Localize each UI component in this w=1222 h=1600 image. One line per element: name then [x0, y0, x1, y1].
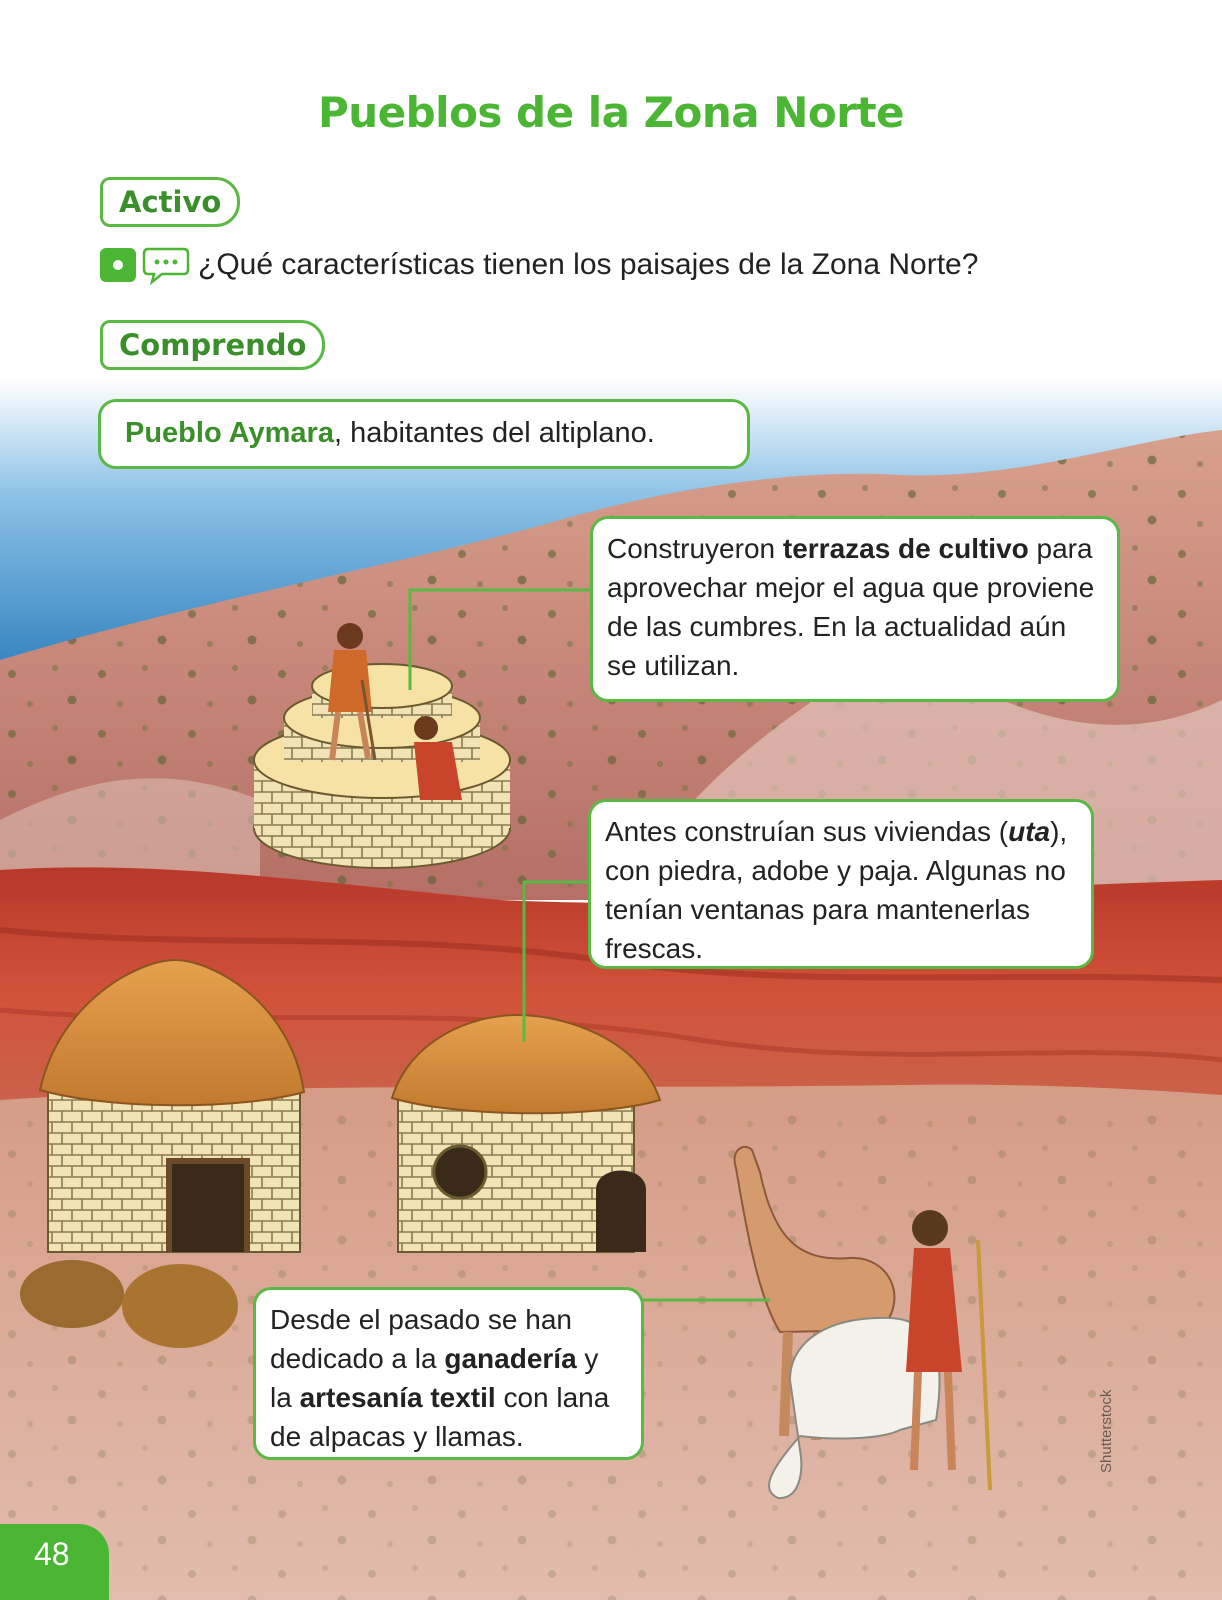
callout-terrazas-text-1: Construyeron [607, 533, 783, 564]
callout-uta [588, 799, 1094, 969]
individual-activity-icon [100, 248, 136, 282]
callout-terrazas [590, 516, 1120, 702]
callout-uta-text-2: ), con piedra, adobe y paja. Algunas no tenían ventanas para mantenerlas frescas. [605, 816, 1068, 964]
callout-terrazas-text-2: para aprovechar mejor el agua que proviene de las cumbres. En la actualidad aún se utilizan. [607, 533, 1095, 681]
activity-question: ¿Qué características tienen los paisajes de la Zona Norte? [198, 248, 979, 281]
callout-terrazas-bold: terrazas de cultivo [782, 533, 1029, 564]
callout-uta-text-1: Antes construían sus viviendas ( [605, 816, 1009, 847]
callout-pueblo-aymara [98, 399, 750, 469]
page-number: 48 [0, 1524, 109, 1600]
callout-ganaderia-bold-1: ganadería [444, 1343, 577, 1374]
page-title: Pueblos de la Zona Norte [317, 88, 905, 137]
activity-question-row [100, 242, 978, 288]
callout-aymara-text: , habitantes del altiplano. [333, 417, 655, 449]
speech-bubble-icon [142, 245, 190, 285]
section-tag-activo: Activo [100, 177, 240, 227]
callout-ganaderia-text-2: y la [270, 1343, 599, 1413]
callout-uta-term: uta [1008, 816, 1051, 847]
callout-ganaderia-bold-2: artesanía textil [299, 1382, 496, 1413]
callout-ganaderia [253, 1287, 644, 1460]
callout-ganaderia-text-1: Desde el pasado se han dedicado a la [270, 1304, 572, 1374]
callout-ganaderia-text-3: con lana de alpacas y llamas. [270, 1382, 610, 1452]
section-tag-comprendo: Comprendo [100, 320, 325, 370]
image-credit: Shutterstock [1098, 1389, 1115, 1473]
callout-aymara-name: Pueblo Aymara [125, 417, 334, 449]
